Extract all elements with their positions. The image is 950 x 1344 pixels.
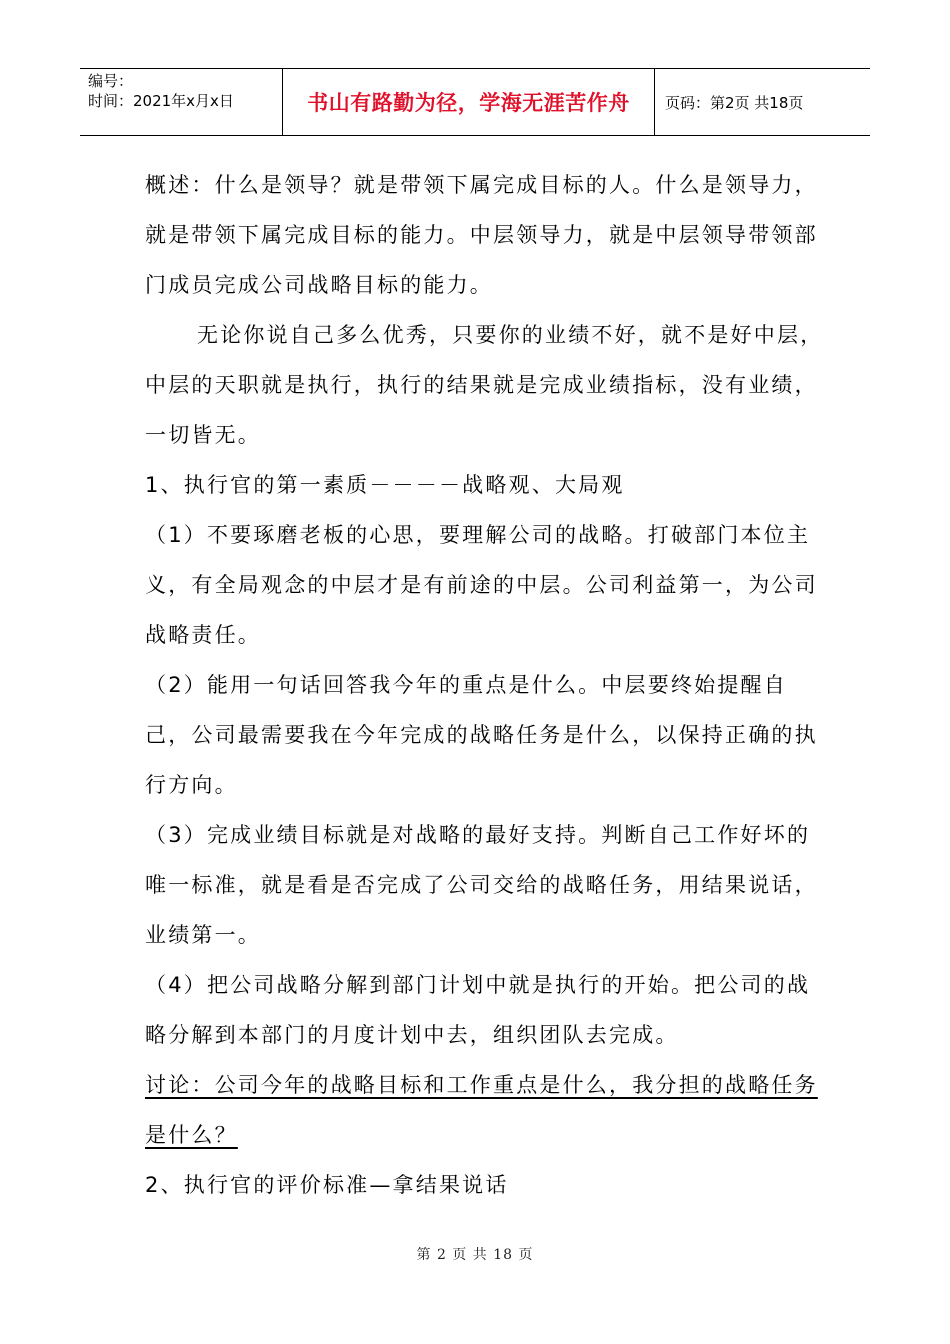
header-page-info: 页码：第2页 共18页 — [665, 93, 804, 112]
document-header — [80, 68, 870, 136]
discussion-paragraph: 讨论：公司今年的战略目标和工作重点是什么，我分担的战略任务是什么？ — [145, 1073, 818, 1147]
section-heading-2: 2、执行官的评价标准—拿结果说话 — [145, 1173, 509, 1197]
list-item-2: （2）能用一句话回答我今年的重点是什么。中层要终始提醒自己，公司最需要我在今年完成的战略任务是什么，以保持正确的执行方向。 — [145, 673, 818, 797]
section-heading-1: 1、执行官的第一素质－－－－战略观、大局观 — [145, 473, 625, 497]
performance-paragraph: 无论你说自己多么优秀，只要你的业绩不好，就不是好中层，中层的天职就是执行，执行的结果就是完成业绩指标，没有业绩，一切皆无。 — [145, 323, 824, 447]
header-meta — [80, 69, 283, 135]
number-label: 编号： — [88, 72, 134, 90]
overview-paragraph: 概述：什么是领导？就是带领下属完成目标的人。什么是领导力，就是带领下属完成目标的能力。中层领导力，就是中层领导带领部门成员完成公司战略目标的能力。 — [145, 173, 818, 297]
date-label: 时间：2021年x月x日 — [88, 92, 234, 110]
document-body — [145, 160, 825, 1210]
page-footer: 第 2 页 共 18 页 — [416, 1247, 534, 1263]
list-item-3: （3）完成业绩目标就是对战略的最好支持。判断自己工作好坏的唯一标准，就是看是否完成了公司交给的战略任务，用结果说话，业绩第一。 — [145, 823, 818, 947]
list-item-4: （4）把公司战略分解到部门计划中就是执行的开始。把公司的战略分解到本部门的月度计划中去，组织团队去完成。 — [145, 973, 811, 1047]
header-motto: 书山有路勤为径，学海无涯苦作舟 — [283, 69, 655, 135]
list-item-1: （1）不要琢磨老板的心思，要理解公司的战略。打破部门本位主义，有全局观念的中层才是有前途的中层。公司利益第一，为公司战略责任。 — [145, 523, 818, 647]
